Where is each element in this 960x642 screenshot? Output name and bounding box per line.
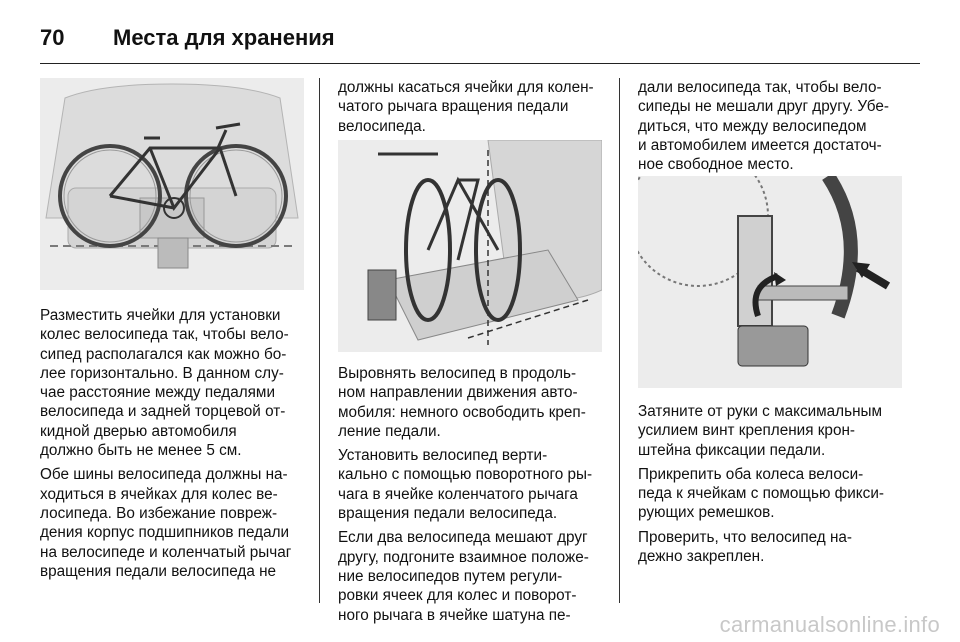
text-line: усилием винт крепления крон- bbox=[638, 422, 855, 440]
text-line: Установить велосипед верти- bbox=[338, 447, 548, 465]
column-3-text bbox=[638, 402, 922, 571]
text-line: дали велосипеда так, чтобы вело- bbox=[638, 79, 882, 96]
text-line: сипеды не мешали друг другу. Убе- bbox=[638, 98, 889, 116]
text-line: ном направлении движения авто- bbox=[338, 384, 578, 402]
paragraph bbox=[338, 364, 618, 441]
text-line: сипед располагался как можно бо- bbox=[40, 345, 287, 363]
text-line: Разместить ячейки для установки bbox=[40, 307, 281, 324]
text-line: Проверить, что велосипед на- bbox=[638, 528, 852, 546]
paragraph bbox=[338, 446, 618, 523]
text-line: Если два велосипеда мешают друг bbox=[338, 529, 588, 547]
column-2-intro bbox=[338, 78, 618, 141]
paragraph bbox=[638, 465, 922, 523]
page-title: Места для хранения bbox=[113, 25, 335, 50]
text-line: велосипеда. bbox=[338, 117, 426, 135]
bike-carrier-illustration bbox=[40, 78, 304, 290]
text-line: кидной дверью автомобиля bbox=[40, 422, 237, 440]
text-line: диться, что между велосипедом bbox=[638, 117, 867, 135]
pedal-clamp-illustration bbox=[638, 176, 902, 388]
text-line: дежно закреплен. bbox=[638, 548, 765, 566]
paragraph bbox=[338, 528, 618, 624]
text-line: ровки ячеек для колес и поворот- bbox=[338, 587, 577, 605]
figure-bike-alignment bbox=[338, 140, 602, 352]
text-line: рующих ремешков. bbox=[638, 504, 775, 522]
text-line: чае расстояние между педалями bbox=[40, 384, 275, 402]
text-line: велосипеда и задней торцевой от- bbox=[40, 403, 286, 421]
text-line: вращения педали велосипеда не bbox=[40, 562, 277, 580]
paragraph bbox=[638, 402, 922, 460]
figure-pedal-clamp bbox=[638, 176, 902, 388]
text-line: колес велосипеда так, чтобы вело- bbox=[40, 326, 289, 344]
text-line: мобиля: немного освободить креп- bbox=[338, 403, 586, 421]
page-number: 70 bbox=[40, 25, 65, 50]
text-line: кально с помощью поворотного ры- bbox=[338, 466, 593, 484]
text-line: Затяните от руки с максимальным bbox=[638, 403, 883, 420]
text-line: ходиться в ячейках для колес ве- bbox=[40, 485, 278, 503]
watermark: carmanualsonline.info bbox=[719, 612, 940, 637]
text-line: ное свободное место. bbox=[638, 156, 794, 174]
text-line: другу, подгоните взаимное положе- bbox=[338, 548, 589, 566]
text-line: Обе шины велосипеда должны на- bbox=[40, 466, 288, 484]
column-3-intro bbox=[638, 78, 922, 179]
header-rule bbox=[40, 63, 920, 64]
column-1-text bbox=[40, 306, 320, 586]
text-line: на велосипеде и коленчатый рычаг bbox=[40, 543, 292, 561]
text-line: вращения педали велосипеда. bbox=[338, 505, 558, 523]
paragraph bbox=[638, 528, 922, 567]
column-divider-2 bbox=[619, 78, 620, 603]
text-line: педа к ячейкам с помощью фикси- bbox=[638, 485, 884, 503]
paragraph bbox=[40, 306, 320, 460]
text-line: ление педали. bbox=[338, 422, 441, 440]
text-line: дения корпус подшипников педали bbox=[40, 524, 290, 542]
alignment-illustration bbox=[338, 140, 602, 352]
text-line: чага в ячейке коленчатого рычага bbox=[338, 485, 578, 503]
text-line: чатого рычага вращения педали bbox=[338, 98, 569, 116]
text-line: и автомобилем имеется достаточ- bbox=[638, 136, 882, 154]
paragraph bbox=[638, 78, 922, 174]
text-line: Выровнять велосипед в продоль- bbox=[338, 365, 577, 382]
paragraph bbox=[40, 465, 320, 581]
text-line: ние велосипедов путем регули- bbox=[338, 567, 563, 585]
text-line: лее горизонтально. В данном слу- bbox=[40, 364, 284, 382]
figure-bike-on-carrier bbox=[40, 78, 304, 290]
text-line: ного рычага в ячейке шатуна пе- bbox=[338, 606, 571, 624]
text-line: лосипеда. Во избежание повреж- bbox=[40, 504, 278, 522]
text-line: должно быть не менее 5 см. bbox=[40, 442, 242, 460]
paragraph bbox=[338, 78, 618, 136]
text-line: штейна фиксации педали. bbox=[638, 441, 826, 459]
page-header bbox=[40, 18, 335, 58]
column-2-text bbox=[338, 364, 618, 630]
text-line: должны касаться ячейки для колен- bbox=[338, 79, 594, 96]
text-line: Прикрепить оба колеса велоси- bbox=[638, 465, 864, 483]
